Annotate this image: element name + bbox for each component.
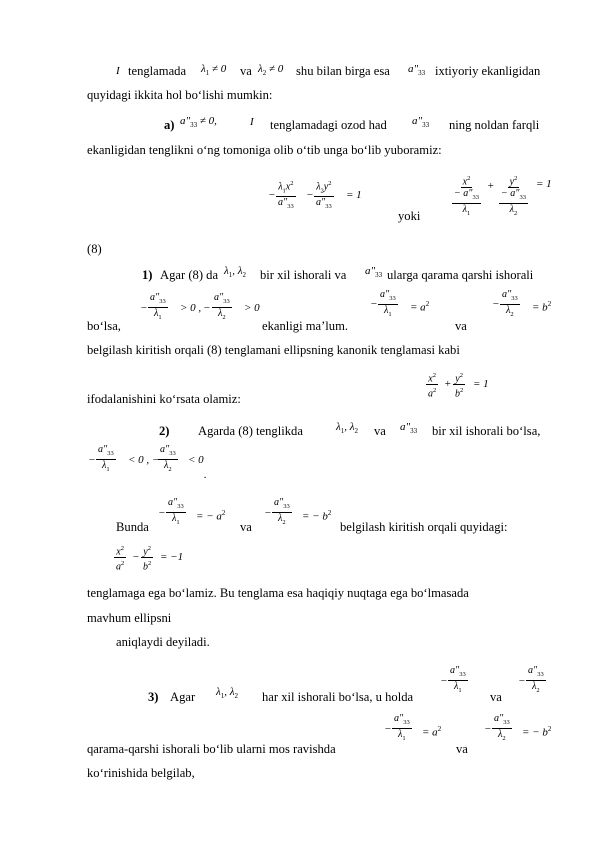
formula-plus: + [444, 378, 452, 390]
text: belgilash kiritish orqali quyidagi: [340, 520, 508, 534]
formula-eq-a2: = $a^2$ [422, 725, 442, 739]
text: ifodalanishini ko‘rsata olamiz: [87, 392, 241, 406]
text: va [374, 424, 386, 438]
formula-fraction: $\frac{a"_{33}}{\lambda_1}$ [168, 497, 184, 526]
formula-minus: − [370, 298, 378, 310]
formula-lt-zero: < 0 [188, 454, 204, 466]
text: Agarda (8) tenglikda [198, 424, 303, 438]
formula-I: I [116, 65, 120, 77]
formula-lambda2-ne-0: $\lambda_2 \ne 0$ [258, 63, 284, 78]
text: Agar [170, 690, 196, 704]
formula-fraction: $\frac{a"_{33}}{\lambda_2}$ [494, 713, 510, 742]
text: va [456, 742, 468, 756]
formula-a33-ne-0: $a"_{33} \ne 0$, [180, 115, 217, 130]
text: va [240, 64, 252, 78]
formula-fraction: $\frac{a"_{33}}{\lambda_2}$ [528, 665, 544, 694]
formula-lambda1-lambda2: $\lambda_1$, $\lambda_2$ [336, 421, 359, 436]
formula-fraction: $\frac{\lambda_2y^2}{a"_{33}}$ [316, 180, 332, 211]
formula-minus: − [268, 189, 276, 201]
formula-equals-one: = 1 [473, 378, 489, 390]
formula-fraction: $\frac{x^2}{a^2}$ [428, 372, 437, 400]
formula-fraction: $\frac{y^2}{b^2}$ [455, 372, 464, 400]
formula-minus: − [158, 507, 166, 519]
formula-plus: + [487, 180, 495, 192]
formula-minus: − [492, 298, 500, 310]
text: bo‘lsa, [87, 319, 121, 333]
text: yoki [398, 209, 421, 223]
formula-minus: − [306, 189, 314, 201]
formula-minus: − [140, 302, 148, 314]
text: tenglamada [128, 64, 187, 78]
formula-lambda1-lambda2: $\lambda_1$, $\lambda_2$ [224, 265, 247, 280]
text: aniqlaydi deyiladi. [116, 635, 210, 649]
text: Bunda [116, 520, 149, 534]
formula-fraction: $\frac{a"_{33}}{\lambda_1}$ [450, 665, 466, 694]
formula-minus: − [384, 723, 392, 735]
formula-fraction: $\frac{y^2}{b^2}$ [143, 545, 152, 573]
formula-lambda1-ne-0: $\lambda_1 \ne 0$ [201, 63, 227, 78]
formula-a33: $a"_{33}$ [400, 421, 418, 436]
formula-fraction: $\frac{x^2}{a^2}$ [116, 545, 125, 573]
case-label: 3) [148, 690, 159, 704]
case-label: 1) [142, 268, 153, 282]
text: qarama-qarshi ishorali bo‘lib ularni mos ravishda [87, 742, 336, 756]
formula-minus: − [440, 675, 448, 687]
text: tenglamaga ega bo‘lamiz. Bu tenglama esa haqiqiy nuqtaga ega bo‘lmasada [87, 586, 469, 600]
formula-fraction: $\frac{\lambda_1x^2}{a"_{33}}$ [278, 180, 294, 211]
formula-fraction: $\frac{a"_{33}}{\lambda_1}$ [150, 292, 166, 321]
text: belgilash kiritish orqali (8) tenglamani ellipsning kanonik tenglamasi kabi [87, 343, 460, 357]
case-label: 2) [159, 424, 170, 438]
text: bir xil ishorali bo‘lsa, [432, 424, 541, 438]
formula-eq-neg-b2: = − $b^2$ [302, 509, 332, 523]
formula-minus: − [484, 723, 492, 735]
formula-fraction: $\frac{y^2}{\frac{- a"_{33}}{\lambda_2}}$ [501, 175, 526, 218]
formula-fraction: $\frac{a"_{33}}{\lambda_1}$ [394, 713, 410, 742]
text: ekanligidan tenglikni o‘ng tomoniga olib o‘tib unga bo‘lib yuboramiz: [87, 143, 442, 157]
formula-a33: $a"_{33}$ [408, 63, 426, 78]
formula-fraction: $\frac{a"_{33}}{\lambda_1}$ [98, 444, 114, 473]
text: ixtiyoriy ekanligidan [435, 64, 541, 78]
formula-fraction: $\frac{a"_{33}}{\lambda_1}$ [380, 289, 396, 318]
formula-gt-zero: > 0 , [180, 302, 202, 314]
formula-gt-zero: > 0 [244, 302, 260, 314]
formula-dot: . [204, 469, 207, 481]
text: har xil ishorali bo‘lsa, u holda [262, 690, 414, 704]
text: ularga qarama qarshi ishorali [387, 268, 534, 282]
text: va [455, 319, 467, 333]
equation-number: (8) [87, 242, 102, 256]
formula-fraction: $\frac{a"_{33}}{\lambda_2}$ [274, 497, 290, 526]
formula-eq-neg-a2: = − $a^2$ [196, 509, 226, 523]
formula-equals-one: = 1 [536, 178, 552, 190]
formula-a33: $a"_{33}$ [412, 115, 430, 130]
text: ko‘rinishida belgilab, [87, 766, 195, 780]
formula-minus: − [518, 675, 526, 687]
formula-fraction: $\frac{a"_{33}}{\lambda_2}$ [160, 444, 176, 473]
formula-I: I [250, 116, 254, 128]
formula-fraction: $\frac{x^2}{\frac{- a"_{33}}{\lambda_1}}$ [454, 175, 479, 218]
formula-minus: − [88, 454, 96, 466]
text: quyidagi ikkita hol bo‘lishi mumkin: [87, 88, 273, 102]
text: mavhum ellipsni [87, 611, 172, 625]
text: va [240, 520, 252, 534]
text: Agar (8) da [160, 268, 219, 282]
formula-eq-neg-b2: = − $b^2$ [522, 725, 552, 739]
formula-fraction: $\frac{a"_{33}}{\lambda_2}$ [214, 292, 230, 321]
formula-lambda1-lambda2: $\lambda_1$, $\lambda_2$ [216, 686, 239, 701]
formula-minus: − [132, 551, 140, 563]
formula-eq-b2: = $b^2$ [532, 300, 552, 314]
formula-equals-one: = 1 [346, 189, 362, 201]
text: ekanligi ma’lum. [262, 319, 349, 333]
formula-equals-neg-one: = −1 [160, 551, 184, 563]
text: ning noldan farqli [449, 118, 540, 132]
text: bir xil ishorali va [260, 268, 347, 282]
case-label: a) [164, 118, 175, 132]
formula-minus: − [203, 302, 211, 314]
formula-lt-zero: < 0 , − [128, 454, 160, 466]
formula-minus: − [264, 507, 272, 519]
text: va [490, 690, 502, 704]
text: shu bilan birga esa [296, 64, 390, 78]
formula-fraction: $\frac{a"_{33}}{\lambda_2}$ [502, 289, 518, 318]
formula-eq-a2: = $a^2$ [410, 300, 430, 314]
text: tenglamadagi ozod had [270, 118, 387, 132]
formula-a33: $a"_{33}$ [365, 265, 383, 280]
